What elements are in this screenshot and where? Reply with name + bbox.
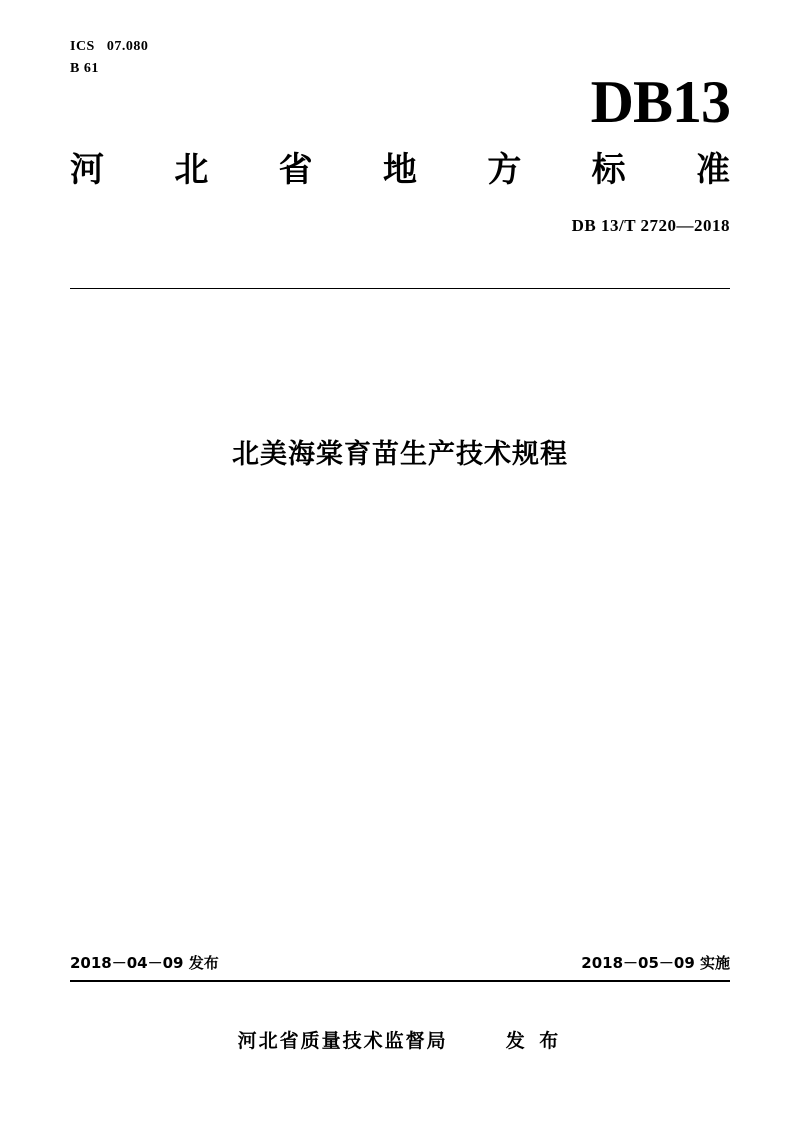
release-date: 2018－04－09 发布: [70, 954, 219, 972]
ics-value: 07.080: [106, 39, 149, 54]
ics-label: ICS: [70, 39, 95, 54]
title-char-5: 方: [487, 150, 522, 190]
ics-block: [70, 36, 148, 80]
title-char-4: 地: [382, 150, 417, 190]
standard-number: DB 13/T 2720—2018: [571, 216, 730, 235]
title-char-7: 准: [695, 150, 730, 190]
footer-dates: [70, 952, 730, 973]
ics-line: [70, 36, 148, 58]
implementation-date: 2018－05－09 实施: [581, 954, 730, 972]
province-standard-title: [70, 148, 730, 192]
document-title: 北美海棠育苗生产技术规程: [232, 439, 568, 470]
footer-divider: [70, 980, 730, 982]
publisher-line: [0, 1026, 800, 1053]
publisher-name: 河北省质量技术监督局: [237, 1030, 448, 1052]
publish-label: 发 布: [505, 1030, 563, 1052]
db13-logo: DB13: [590, 69, 730, 135]
header-divider: [70, 288, 730, 289]
title-char-2: 北: [174, 150, 209, 190]
title-char-3: 省: [278, 150, 313, 190]
classification-code: B 61: [70, 61, 99, 76]
title-char-1: 河: [70, 150, 104, 190]
title-char-6: 标: [591, 150, 626, 190]
